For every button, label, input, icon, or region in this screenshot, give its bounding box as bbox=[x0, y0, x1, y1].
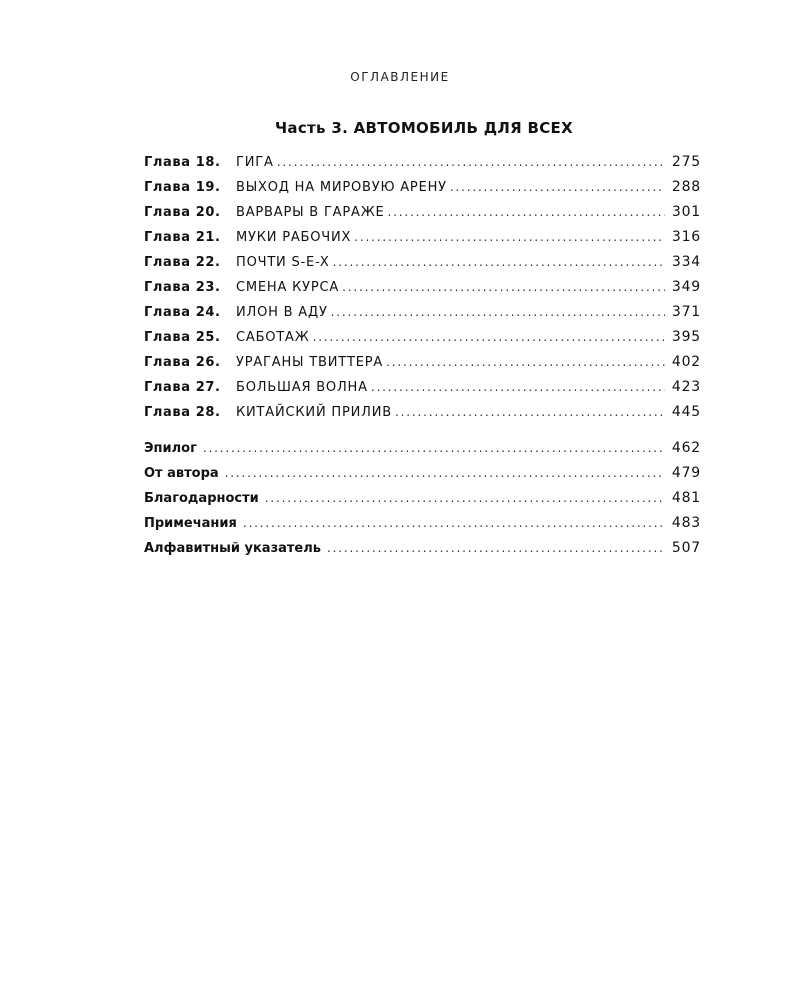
chapter-title: ВАРВАРЫ В ГАРАЖЕ bbox=[236, 205, 385, 220]
page-number: 507 bbox=[671, 540, 701, 556]
toc-entry-acknowledgments[interactable] bbox=[144, 486, 701, 511]
toc-entry-index[interactable] bbox=[144, 536, 701, 561]
chapter-number: Глава 23. bbox=[144, 280, 221, 295]
chapter-title: МУКИ РАБОЧИХ bbox=[236, 230, 352, 245]
toc-entry-chapter-21[interactable] bbox=[144, 225, 701, 250]
chapter-number: Глава 22. bbox=[144, 255, 221, 270]
dot-leader bbox=[327, 536, 665, 561]
toc-entry-chapter-19[interactable] bbox=[144, 175, 701, 200]
toc-entry-chapter-20[interactable] bbox=[144, 200, 701, 225]
page-number: 334 bbox=[671, 254, 701, 270]
dot-leader bbox=[203, 436, 665, 461]
back-matter-title: От автора bbox=[144, 466, 219, 481]
chapter-number: Глава 18. bbox=[144, 155, 221, 170]
toc-entry-chapter-23[interactable] bbox=[144, 275, 701, 300]
page-number: 462 bbox=[671, 440, 701, 456]
page-number: 402 bbox=[671, 354, 701, 370]
dot-leader bbox=[371, 375, 665, 400]
dot-leader bbox=[354, 225, 665, 250]
page-number: 395 bbox=[671, 329, 701, 345]
toc-entry-author-note[interactable] bbox=[144, 461, 701, 486]
page-number: 316 bbox=[671, 229, 701, 245]
dot-leader bbox=[333, 250, 665, 275]
chapter-title: ВЫХОД НА МИРОВУЮ АРЕНУ bbox=[236, 180, 447, 195]
toc-entry-notes[interactable] bbox=[144, 511, 701, 536]
page-number: 371 bbox=[671, 304, 701, 320]
chapter-number: Глава 19. bbox=[144, 180, 221, 195]
page-number: 301 bbox=[671, 204, 701, 220]
toc-entry-chapter-22[interactable] bbox=[144, 250, 701, 275]
dot-leader bbox=[386, 350, 665, 375]
back-matter-title: Благодарности bbox=[144, 491, 259, 506]
chapter-title: САБОТАЖ bbox=[236, 330, 310, 345]
dot-leader bbox=[313, 325, 665, 350]
dot-leader bbox=[395, 400, 665, 425]
chapter-number: Глава 20. bbox=[144, 205, 221, 220]
dot-leader bbox=[265, 486, 665, 511]
page-number: 481 bbox=[671, 490, 701, 506]
dot-leader bbox=[342, 275, 665, 300]
chapter-title: ИЛОН В АДУ bbox=[236, 305, 328, 320]
chapter-title: ГИГА bbox=[236, 155, 274, 170]
toc-entry-chapter-27[interactable] bbox=[144, 375, 701, 400]
dot-leader bbox=[331, 300, 665, 325]
chapter-title: СМЕНА КУРСА bbox=[236, 280, 340, 295]
chapter-title: КИТАЙСКИЙ ПРИЛИВ bbox=[236, 405, 392, 420]
page-number: 483 bbox=[671, 515, 701, 531]
dot-leader bbox=[450, 175, 665, 200]
back-matter-list bbox=[144, 436, 701, 561]
chapter-number: Глава 27. bbox=[144, 380, 221, 395]
chapter-title: БОЛЬШАЯ ВОЛНА bbox=[236, 380, 368, 395]
dot-leader bbox=[388, 200, 665, 225]
dot-leader bbox=[225, 461, 665, 486]
page-number: 275 bbox=[671, 154, 701, 170]
back-matter-title: Примечания bbox=[144, 516, 237, 531]
toc-entry-chapter-18[interactable] bbox=[144, 150, 701, 175]
part-title: Часть 3. АВТОМОБИЛЬ ДЛЯ ВСЕХ bbox=[275, 119, 573, 137]
chapter-number: Глава 25. bbox=[144, 330, 221, 345]
chapter-number: Глава 26. bbox=[144, 355, 221, 370]
toc-entry-chapter-24[interactable] bbox=[144, 300, 701, 325]
toc-entry-chapter-26[interactable] bbox=[144, 350, 701, 375]
toc-entry-chapter-25[interactable] bbox=[144, 325, 701, 350]
chapter-number: Глава 24. bbox=[144, 305, 221, 320]
page-number: 479 bbox=[671, 465, 701, 481]
running-head: ОГЛАВЛЕНИЕ bbox=[350, 70, 450, 84]
chapter-title: УРАГАНЫ ТВИТТЕРА bbox=[236, 355, 384, 370]
page-number: 445 bbox=[671, 404, 701, 420]
dot-leader bbox=[243, 511, 665, 536]
chapter-number: Глава 28. bbox=[144, 405, 221, 420]
back-matter-title: Алфавитный указатель bbox=[144, 541, 321, 556]
back-matter-title: Эпилог bbox=[144, 441, 197, 456]
page-number: 423 bbox=[671, 379, 701, 395]
page-number: 349 bbox=[671, 279, 701, 295]
dot-leader bbox=[277, 150, 665, 175]
chapter-list bbox=[144, 150, 701, 425]
toc-entry-epilogue[interactable] bbox=[144, 436, 701, 461]
toc-entry-chapter-28[interactable] bbox=[144, 400, 701, 425]
chapter-number: Глава 21. bbox=[144, 230, 221, 245]
page-number: 288 bbox=[671, 179, 701, 195]
chapter-title: ПОЧТИ S-E-X bbox=[236, 255, 330, 270]
